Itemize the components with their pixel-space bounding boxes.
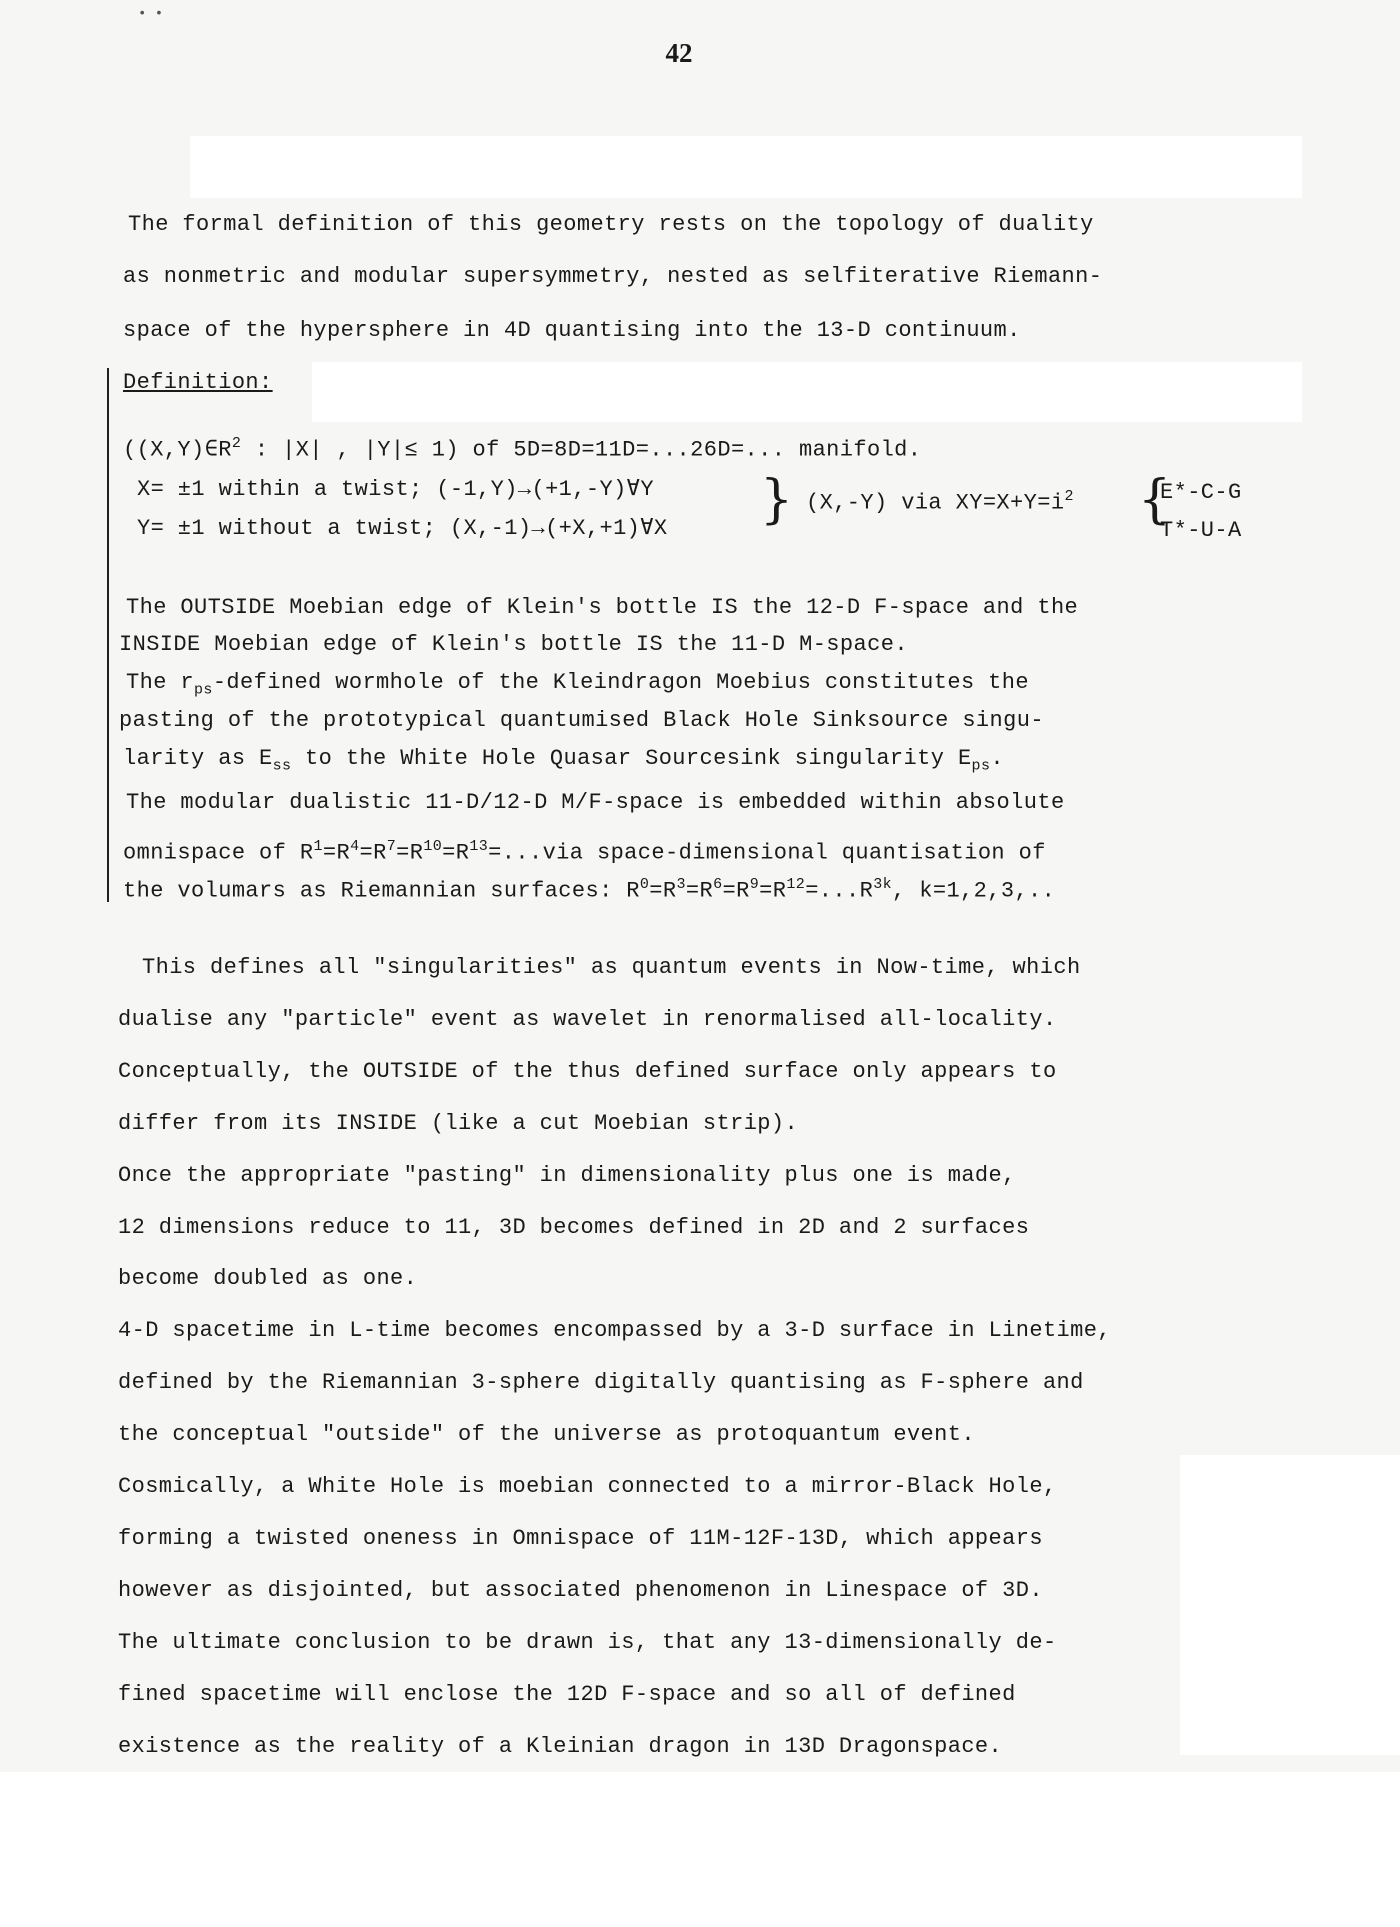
omni-post: =...via space-dimensional quantisation of — [488, 840, 1046, 866]
vol-s2: 3 — [676, 876, 686, 893]
volumar-line — [123, 876, 1055, 903]
body-line-16: existence as the reality of a Kleinian dragon in 13D Dragonspace. — [118, 1734, 1003, 1759]
vol-t5: =...R — [805, 878, 874, 904]
omni-t1: =R — [322, 840, 351, 866]
vol-t3: =R — [722, 878, 750, 904]
right-brace-icon: } — [760, 470, 794, 530]
wormhole-3-mid: to the White Hole Quasar Sourcesink singularity E — [291, 746, 972, 771]
wormhole-3-post: . — [990, 746, 1004, 771]
omni-pre: omnispace of R — [123, 840, 314, 866]
y-twist-line: Y= ±1 without a twist; (X,-1)→(+X,+1)∀X — [137, 516, 668, 541]
scan-specks: • • — [138, 6, 164, 22]
body-line-8: 4-D spacetime in L-time becomes encompassed by a 3-D surface in Linetime, — [118, 1318, 1111, 1343]
manifold-pre: ((X,Y)∈R — [123, 437, 232, 463]
vol-s5: 12 — [786, 876, 806, 893]
via-line — [806, 488, 1074, 515]
wormhole-line-1 — [126, 670, 1029, 698]
body-line-3: Conceptually, the OUTSIDE of the thus defined surface only appears to — [118, 1059, 1057, 1084]
vol-t1: =R — [649, 878, 677, 904]
body-line-12: forming a twisted oneness in Omnispace of 11M-12F-13D, which appears — [118, 1526, 1043, 1551]
left-brace-icon: { — [1138, 470, 1172, 530]
omni-s3: 7 — [386, 838, 397, 855]
via-sup: 2 — [1064, 488, 1074, 505]
codon-top: E*-C-G — [1160, 480, 1242, 505]
wormhole-3-pre: larity as E — [123, 746, 273, 771]
body-line-5: Once the appropriate "pasting" in dimensionality plus one is made, — [118, 1163, 1016, 1188]
blank-redaction-right — [1180, 1455, 1400, 1755]
outside-line-2: INSIDE Moebian edge of Klein's bottle IS the 11-D M-space. — [119, 632, 908, 657]
omni-s4: 10 — [423, 838, 443, 855]
blank-redaction-definition — [312, 362, 1302, 422]
omnispace-line — [123, 838, 1046, 865]
omni-s5: 13 — [469, 838, 489, 855]
via-pre: (X,-Y) via XY=X+Y=i — [806, 490, 1065, 516]
vol-s4: 9 — [749, 876, 760, 893]
omni-t3: =R — [396, 840, 424, 866]
x-twist-line: X= ±1 within a twist; (-1,Y)→(+1,-Y)∀Y — [137, 477, 654, 502]
wormhole-line-3 — [123, 746, 1004, 774]
vol-t2: =R — [685, 878, 714, 904]
vol-s1: 0 — [639, 876, 650, 893]
vol-pre: the volumars as Riemannian surfaces: R — [123, 878, 640, 904]
manifold-sup: 2 — [231, 435, 242, 452]
intro-line-2: as nonmetric and modular supersymmetry, nested as selfiterative Riemann- — [123, 264, 1103, 289]
omni-s2: 4 — [350, 838, 360, 855]
vol-s6: 3k — [873, 876, 893, 893]
body-line-2: dualise any "particle" event as wavelet in renormalised all-locality. — [118, 1007, 1057, 1032]
vol-post: , k=1,2,3,.. — [892, 878, 1056, 904]
manifold-line — [123, 435, 921, 462]
body-line-10: the conceptual "outside" of the universe as protoquantum event. — [118, 1422, 975, 1447]
outside-line-1: The OUTSIDE Moebian edge of Klein's bottle IS the 12-D F-space and the — [126, 595, 1079, 620]
blank-redaction-bottom — [0, 1772, 1400, 1927]
omni-t2: =R — [359, 840, 387, 866]
wormhole-line-2: pasting of the prototypical quantumised Black Hole Sinksource singu- — [119, 708, 1044, 733]
body-line-6: 12 dimensions reduce to 11, 3D becomes defined in 2D and 2 surfaces — [118, 1215, 1030, 1240]
wormhole-1-pre: The r — [126, 670, 195, 695]
body-line-15: fined spacetime will enclose the 12D F-space and so all of defined — [118, 1682, 1016, 1707]
body-line-7: become doubled as one. — [118, 1266, 418, 1291]
body-line-11: Cosmically, a White Hole is moebian connected to a mirror-Black Hole, — [118, 1474, 1057, 1499]
page-number: 42 — [665, 38, 693, 68]
wormhole-1-sub: ps — [194, 681, 213, 699]
body-line-14: The ultimate conclusion to be drawn is, that any 13-dimensionally de- — [118, 1630, 1057, 1655]
wormhole-3-sub2: ps — [971, 757, 991, 775]
modular-line: The modular dualistic 11-D/12-D M/F-space is embedded within absolute — [126, 790, 1065, 815]
omni-t4: =R — [442, 840, 470, 866]
omni-s1: 1 — [313, 838, 323, 855]
blank-redaction-top — [190, 136, 1302, 198]
manifold-post: : |X| , |Y|≤ 1) of 5D=8D=11D=...26D=... manifold. — [241, 437, 922, 463]
intro-line-3: space of the hypersphere in 4D quantising into the 13-D continuum. — [123, 318, 1021, 343]
definition-margin-bar — [107, 368, 109, 902]
codon-bottom: T*-U-A — [1160, 518, 1242, 543]
vol-t4: =R — [759, 878, 787, 904]
body-line-13: however as disjointed, but associated phenomenon in Linespace of 3D. — [118, 1578, 1043, 1603]
body-line-1: This defines all "singularities" as quantum events in Now-time, which — [142, 955, 1081, 980]
intro-line-1: The formal definition of this geometry rests on the topology of duality — [128, 212, 1094, 237]
vol-s3: 6 — [713, 876, 723, 893]
body-line-4: differ from its INSIDE (like a cut Moebian strip). — [118, 1111, 799, 1136]
definition-heading: Definition: — [123, 370, 273, 395]
body-line-9: defined by the Riemannian 3-sphere digitally quantising as F-sphere and — [118, 1370, 1084, 1395]
wormhole-1-post: -defined wormhole of the Kleindragon Moebius constitutes the — [212, 670, 1029, 695]
wormhole-3-sub: ss — [272, 757, 292, 775]
